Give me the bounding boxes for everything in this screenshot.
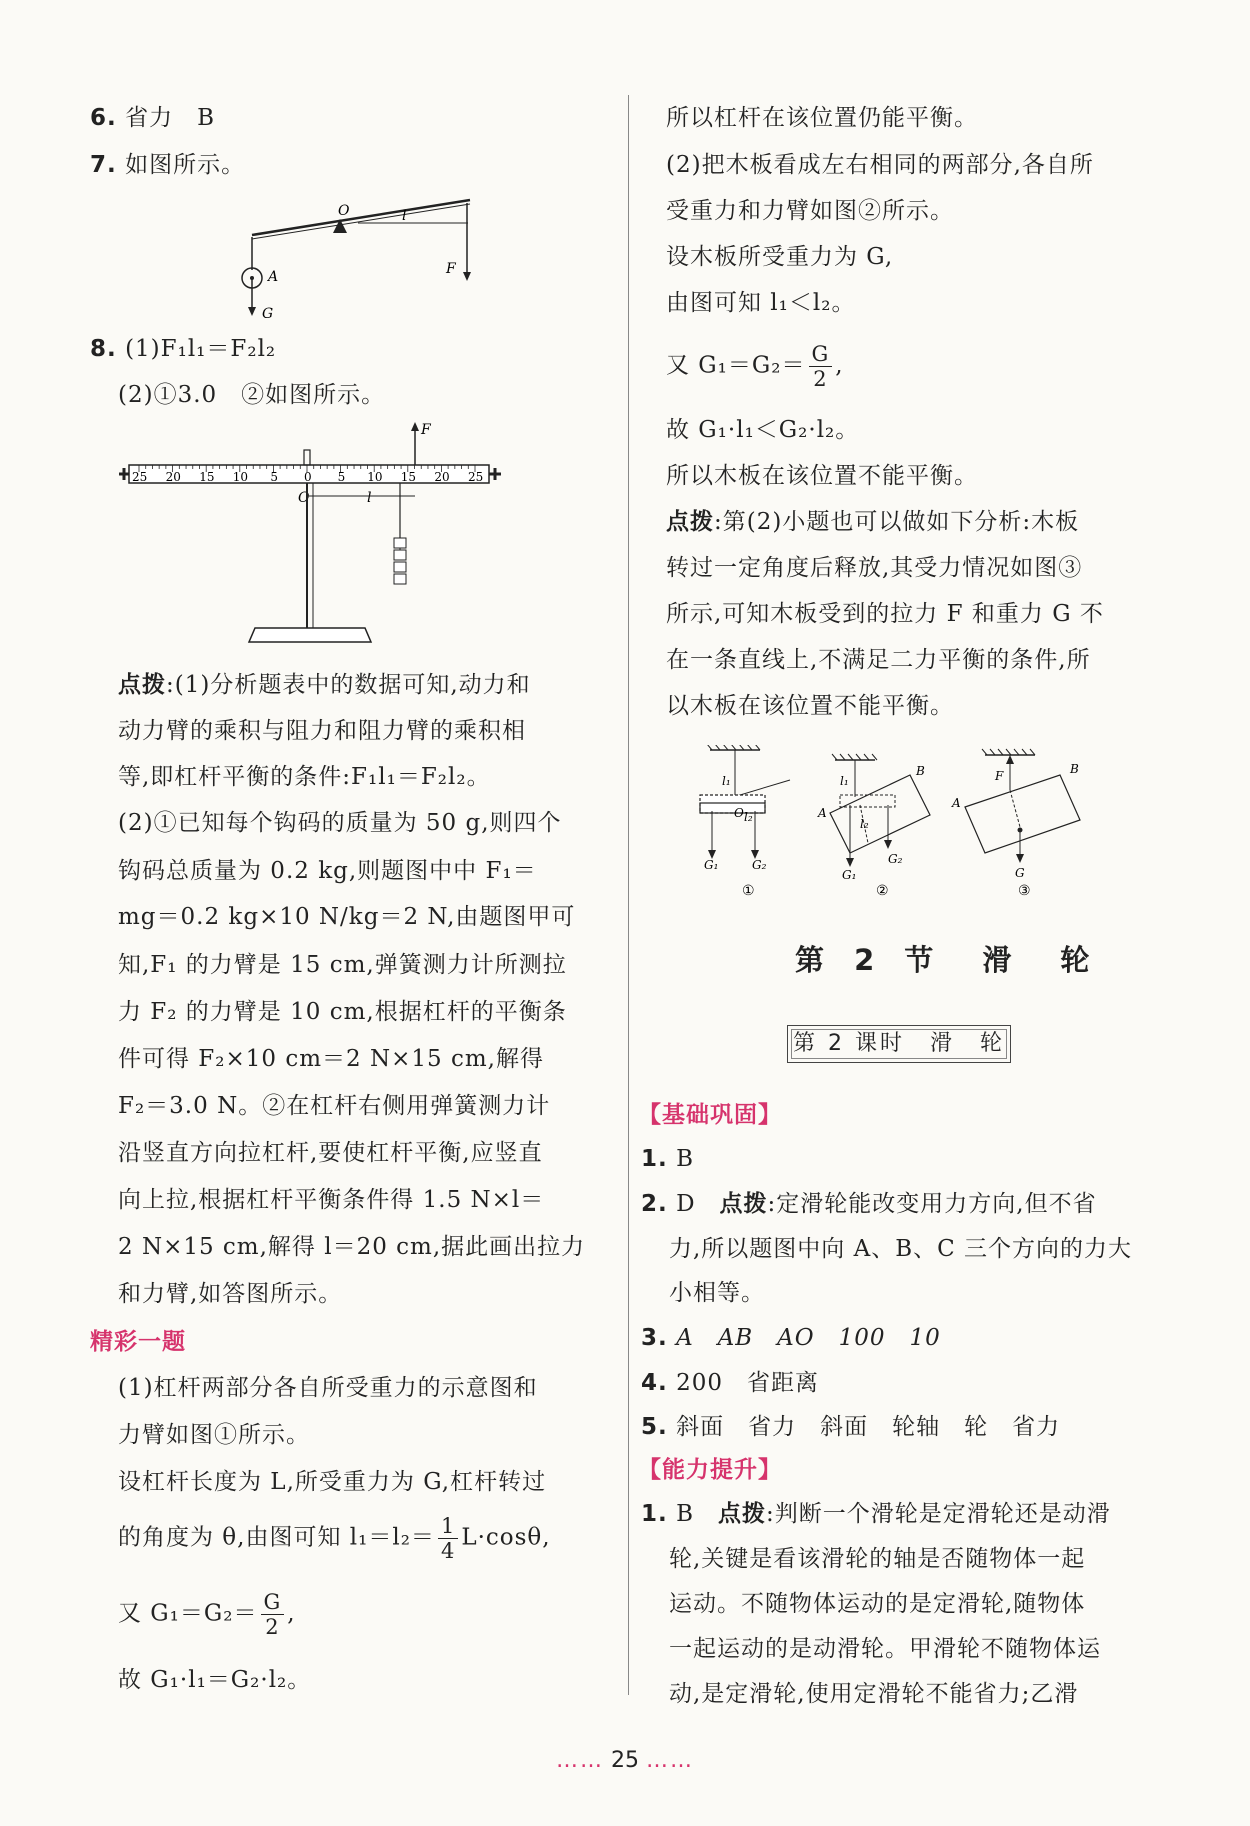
figure-1	[700, 745, 790, 899]
svg-text:G₂: G₂	[752, 858, 767, 872]
jc-last: 故 G₁·l₁＝G₂·l₂。	[118, 1667, 312, 1693]
column-divider	[628, 95, 629, 1695]
svg-text:G₁: G₁	[842, 868, 857, 882]
svg-text:l₁: l₁	[840, 774, 849, 788]
b1: 1. B	[641, 1146, 694, 1172]
note1-line-9: F₂＝3.0 N。②在杠杆右侧用弹簧测力计	[118, 1093, 551, 1119]
r-line-0: 所以杠杆在该位置仍能平衡。	[666, 105, 978, 131]
lever-figure-8	[115, 420, 515, 660]
n1-line-2: 运动。不随物体运动的是定滑轮,随物体	[669, 1591, 1086, 1617]
note1-line-13: 和力臂,如答图所示。	[118, 1281, 343, 1307]
svg-text:②: ②	[876, 883, 889, 899]
n1-line-4: 动,是定滑轮,使用定滑轮不能省力;乙滑	[669, 1681, 1079, 1707]
svg-text:A: A	[268, 269, 279, 285]
lever-figure-7	[220, 195, 480, 320]
r-line-1: (2)把木板看成左右相同的两部分,各自所	[666, 152, 1094, 178]
note1-line-0: 点拨:(1)分析题表中的数据可知,动力和	[118, 672, 531, 698]
r-line-3: 设木板所受重力为 G,	[666, 244, 894, 270]
board-figures	[690, 745, 1170, 905]
ruler-tick-label: 5	[270, 470, 279, 484]
q6: 6. 省力 B	[90, 105, 215, 131]
r-line-2: 受重力和力臂如图②所示。	[666, 198, 954, 224]
note1-line-10: 沿竖直方向拉杠杆,要使杠杆平衡,应竖直	[118, 1140, 543, 1166]
r-line-6: 所以木板在该位置不能平衡。	[666, 463, 978, 489]
b5: 5. 斜面 省力 斜面 轮轴 轮 省力	[641, 1414, 1061, 1440]
q7: 7. 如图所示。	[90, 152, 246, 178]
fraction: $\frac{1}{4}$	[438, 1514, 458, 1563]
ruler-tick-label: 15	[400, 470, 417, 484]
note1-line-3: (2)①已知每个钩码的质量为 50 g,则四个	[118, 810, 562, 836]
svg-text:③: ③	[1018, 883, 1031, 899]
ruler-tick-label: 10	[367, 470, 383, 484]
note1-line-1: 动力臂的乘积与阻力和阻力臂的乘积相	[118, 718, 526, 744]
jc-g-line: 又 G₁＝G₂＝ $\frac{G}{2}$ ,	[118, 1590, 296, 1639]
q8-part2: (2)①3.0 ②如图所示。	[118, 382, 386, 408]
b3: 3. A AB AO 100 10	[641, 1325, 941, 1351]
figure-3	[951, 749, 1080, 899]
svg-text:A: A	[952, 796, 961, 810]
section-title: 第 2 节 滑 轮	[795, 943, 1100, 977]
svg-text:F: F	[995, 769, 1004, 783]
note1-line-2: 等,即杠杆平衡的条件:F₁l₁＝F₂l₂。	[118, 764, 491, 790]
ruler-tick-label: 20	[165, 470, 181, 484]
svg-text:O: O	[298, 490, 310, 506]
note2-line-3: 在一条直线上,不满足二力平衡的条件,所	[666, 647, 1091, 673]
note1-line-6: 知,F₁ 的力臂是 15 cm,弹簧测力计所测拉	[118, 952, 567, 978]
ruler-tick-label: 15	[199, 470, 215, 484]
svg-text:l: l	[367, 490, 372, 506]
svg-text:A: A	[818, 806, 827, 820]
note2-line-1: 转过一定角度后释放,其受力情况如图③	[666, 555, 1083, 581]
fraction: $\frac{G}{2}$	[809, 342, 833, 391]
figure-2	[817, 754, 930, 899]
nengli-title: 【能力提升】	[638, 1457, 782, 1483]
lesson-title: 第 2 课时 滑 轮	[787, 1025, 1011, 1063]
note1-line-11: 向上拉,根据杠杆平衡条件得 1.5 N×l＝	[118, 1187, 545, 1213]
jingcai-title: 精彩一题	[90, 1329, 186, 1355]
svg-text:①: ①	[742, 883, 755, 899]
svg-text:F: F	[421, 422, 431, 438]
r-g-line: 又 G₁＝G₂＝ $\frac{G}{2}$ ,	[666, 342, 844, 391]
ruler-tick-label: 25	[132, 470, 148, 484]
jc-line-1: 力臂如图①所示。	[118, 1422, 310, 1448]
jichu-title: 【基础巩固】	[638, 1102, 782, 1128]
svg-text:l: l	[402, 208, 407, 224]
r-line-4: 由图可知 l₁＜l₂。	[666, 290, 856, 316]
jc-angle-line: 的角度为 θ,由图可知 l₁＝l₂＝ $\frac{1}{4}$ L·cosθ,	[118, 1514, 551, 1563]
ruler-tick-label: 5	[337, 470, 346, 484]
jc-line-2: 设杠杆长度为 L,所受重力为 G,杠杆转过	[118, 1469, 547, 1495]
ruler-tick-label: 25	[468, 470, 484, 484]
svg-text:O: O	[734, 806, 744, 820]
fraction: $\frac{G}{2}$	[261, 1590, 285, 1639]
page-footer: …… 25 ……	[556, 1748, 694, 1773]
ruler-tick-label: 10	[232, 470, 249, 484]
note1-line-12: 2 N×15 cm,解得 l＝20 cm,据此画出拉力	[118, 1234, 586, 1260]
svg-text:G₁: G₁	[704, 858, 719, 872]
n1-line-3: 一起运动的是动滑轮。甲滑轮不随物体运	[669, 1636, 1101, 1662]
n1-line-1: 轮,关键是看该滑轮的轴是否随物体一起	[669, 1546, 1086, 1572]
ruler-tick-label: 0	[304, 470, 312, 484]
page-number: 25	[611, 1748, 639, 1773]
note2-line-2: 所示,可知木板受到的拉力 F 和重力 G 不	[666, 601, 1104, 627]
n1: 1. B 点拨:判断一个滑轮是定滑轮还是动滑	[641, 1501, 1111, 1527]
r-line-5: 故 G₁·l₁＜G₂·l₂。	[666, 417, 860, 443]
svg-text:G: G	[1015, 866, 1025, 880]
svg-text:F: F	[446, 261, 456, 277]
note1-line-7: 力 F₂ 的力臂是 10 cm,根据杠杆的平衡条	[118, 999, 567, 1025]
svg-text:O: O	[338, 203, 350, 219]
note2-line-4: 以木板在该位置不能平衡。	[666, 693, 954, 719]
ruler-tick-label: 20	[434, 470, 450, 484]
svg-text:l₂: l₂	[860, 817, 869, 831]
b2-line-2: 小相等。	[669, 1280, 765, 1306]
note2-line-0: 点拨:第(2)小题也可以做如下分析:木板	[666, 509, 1080, 535]
b4: 4. 200 省距离	[641, 1370, 819, 1396]
svg-text:B: B	[1070, 762, 1079, 776]
svg-text:G: G	[262, 306, 274, 320]
svg-text:G₂: G₂	[888, 852, 903, 866]
note1-line-4: 钩码总质量为 0.2 kg,则题图中中 F₁＝	[118, 858, 537, 884]
note1-line-8: 件可得 F₂×10 cm＝2 N×15 cm,解得	[118, 1046, 544, 1072]
jc-line-0: (1)杠杆两部分各自所受重力的示意图和	[118, 1375, 538, 1401]
b2-line-1: 力,所以题图中向 A、B、C 三个方向的力大	[669, 1236, 1133, 1262]
note1-line-5: mg＝0.2 kg×10 N/kg＝2 N,由题图甲可	[118, 904, 576, 930]
svg-text:l₂: l₂	[744, 810, 753, 824]
q8: 8. (1)F₁l₁＝F₂l₂	[90, 336, 277, 362]
b2: 2. D 点拨:定滑轮能改变用力方向,但不省	[641, 1191, 1097, 1217]
svg-text:B: B	[916, 764, 925, 778]
svg-text:l₁: l₁	[722, 774, 731, 788]
